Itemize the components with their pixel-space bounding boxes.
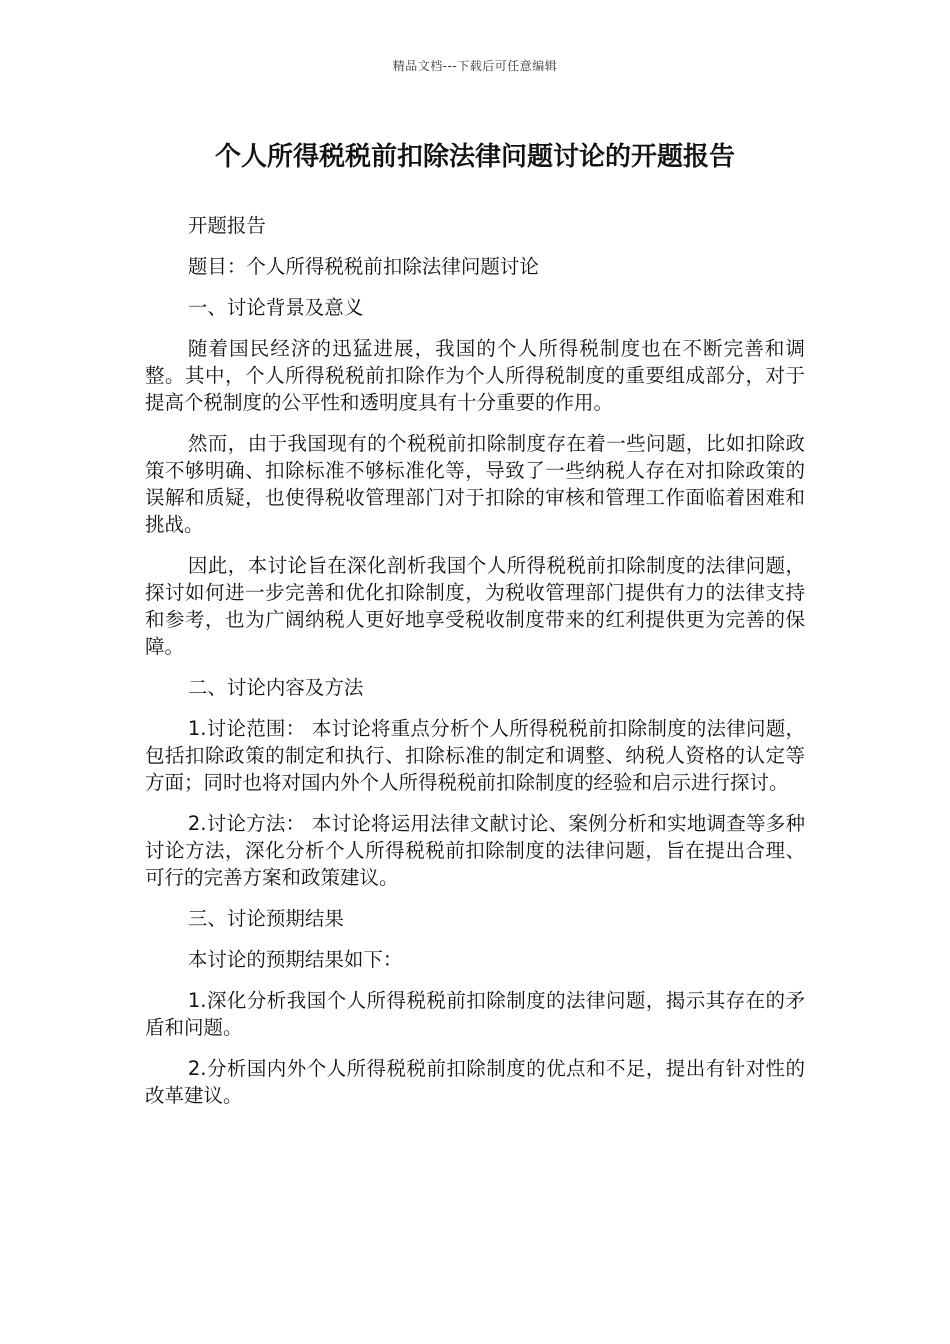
paragraph-background-3: 因此，本讨论旨在深化剖析我国个人所得税税前扣除制度的法律问题，探讨如何进一步完善和优化扣除制度，为税收管理部门提供有力的法律支持和参考，也为广阔纳税人更好地享受税收制度带来的红利提供更为完善的保障。 [145,554,805,658]
paragraph-report-label: 开题报告 [187,214,266,237]
document-title: 个人所得税税前扣除法律问题讨论的开题报告 [214,142,735,172]
paragraph-background-1: 随着国民经济的迅猛进展，我国的个人所得税制度也在不断完善和调整。其中，个人所得税税前扣除作为个人所得税制度的重要组成部分，对于提高个税制度的公平性和透明度具有十分重要的作用。 [145,337,805,414]
paragraph-scope: 1.讨论范围： 本讨论将重点分析个人所得税税前扣除制度的法律问题，包括扣除政策的制定和执行、扣除标准的制定和调整、纳税人资格的认定等方面；同时也将对国内外个人所得税税前扣除制度的经验和启示进行探讨。 [145,717,805,794]
section-heading-content-method: 二、讨论内容及方法 [187,676,364,699]
paragraph-result-2: 2.分析国内外个人所得税税前扣除制度的优点和不足，提出有针对性的改革建议。 [145,1057,805,1107]
paragraph-result-1: 1.深化分析我国个人所得税税前扣除制度的法律问题，揭示其存在的矛盾和问题。 [145,989,805,1039]
paragraph-background-2: 然而，由于我国现有的个税税前扣除制度存在着一些问题，比如扣除政策不够明确、扣除标准不够标准化等，导致了一些纳税人存在对扣除政策的误解和质疑，也使得税收管理部门对于扣除的审核和管理工作面临着困难和挑战。 [145,432,805,536]
paragraph-topic: 题目：个人所得税税前扣除法律问题讨论 [187,255,539,278]
header-note: 精品文档---下载后可任意编辑 [392,59,558,73]
document-body [145,212,805,1123]
section-heading-background: 一、讨论背景及意义 [187,296,364,319]
section-heading-expected-results: 三、讨论预期结果 [187,907,344,930]
paragraph-method: 2.讨论方法： 本讨论将运用法律文献讨论、案例分析和实地调查等多种讨论方法，深化分析个人所得税税前扣除制度的法律问题，旨在提出合理、可行的完善方案和政策建议。 [145,812,805,889]
paragraph-results-intro: 本讨论的预期结果如下： [187,948,403,971]
